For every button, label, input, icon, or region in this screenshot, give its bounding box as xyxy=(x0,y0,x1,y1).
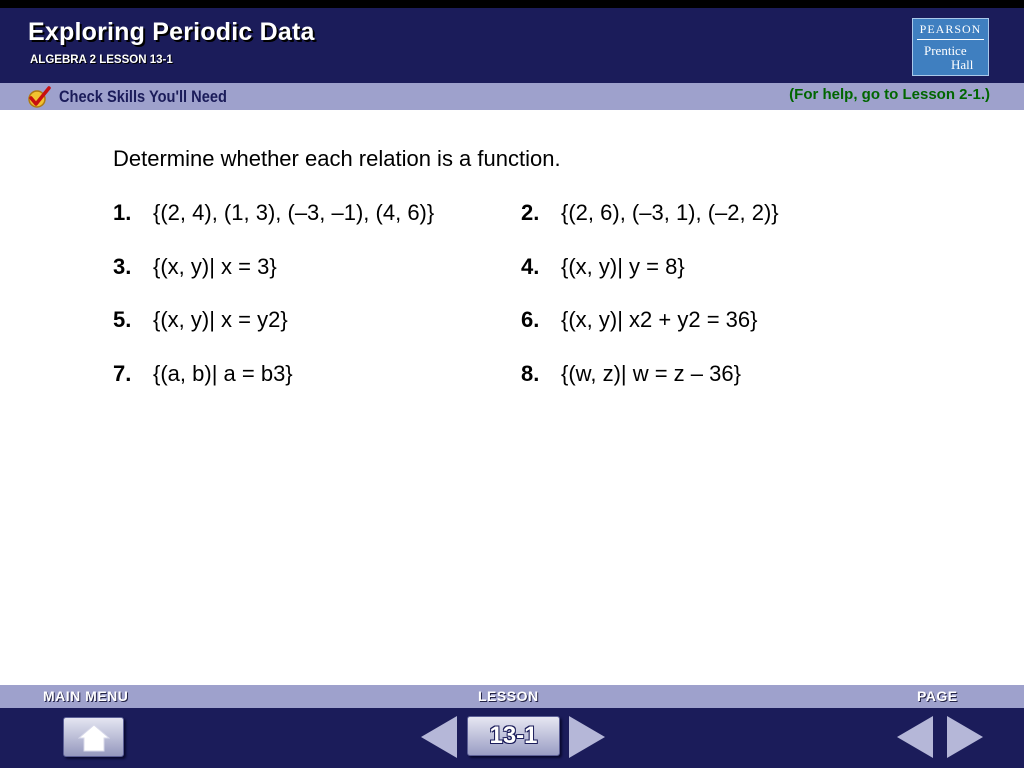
header xyxy=(0,8,1024,83)
problem-2 xyxy=(521,200,779,226)
problem-6 xyxy=(521,307,758,333)
problem-4 xyxy=(521,254,685,280)
logo-line2: Hall xyxy=(951,57,974,72)
problem-number: 7. xyxy=(113,361,132,386)
top-stripe xyxy=(0,0,1024,8)
logo-line1: Prentice xyxy=(924,43,967,58)
problem-number: 8. xyxy=(521,361,540,386)
logo-brand: PEARSON xyxy=(919,22,982,36)
lesson-number-button[interactable] xyxy=(467,716,560,756)
lesson-number: 13-1 xyxy=(489,722,538,749)
page-title: Exploring Periodic Data xyxy=(28,18,315,46)
instructions: Determine whether each relation is a function. xyxy=(113,146,561,171)
lesson-prev-icon[interactable] xyxy=(421,716,457,758)
problem-number: 2. xyxy=(521,200,540,225)
lesson-subtitle: ALGEBRA 2 LESSON 13-1 xyxy=(30,54,173,66)
logo-divider xyxy=(917,39,984,40)
problem-number: 6. xyxy=(521,307,540,332)
check-skills-label: Check Skills You'll Need xyxy=(59,87,227,106)
problem-number: 1. xyxy=(113,200,132,225)
problem-expression: {(a, b)| a = b3} xyxy=(153,361,293,386)
problem-expression: {(x, y)| x = 3} xyxy=(153,254,277,279)
problem-3 xyxy=(113,254,277,280)
page-prev-icon[interactable] xyxy=(897,716,933,758)
publisher-logo xyxy=(912,18,989,76)
main-menu-button[interactable] xyxy=(63,717,124,757)
problem-expression: {(2, 6), (–3, 1), (–2, 2)} xyxy=(561,200,779,225)
problem-8 xyxy=(521,361,741,387)
problem-expression: {(w, z)| w = z – 36} xyxy=(561,361,741,386)
lesson-label: LESSON xyxy=(478,688,539,704)
problem-expression: {(x, y)| x = y2} xyxy=(153,307,288,332)
footer-label-bar xyxy=(0,685,1024,708)
help-link[interactable]: (For help, go to Lesson 2-1.) xyxy=(789,86,990,103)
check-skills-bar xyxy=(0,83,1024,110)
problem-expression: {(2, 4), (1, 3), (–3, –1), (4, 6)} xyxy=(153,200,435,225)
problem-7 xyxy=(113,361,293,387)
problem-expression: {(x, y)| y = 8} xyxy=(561,254,685,279)
page-label: PAGE xyxy=(917,688,958,704)
problem-1 xyxy=(113,200,434,226)
problem-expression: {(x, y)| x2 + y2 = 36} xyxy=(561,307,758,332)
lesson-next-icon[interactable] xyxy=(569,716,605,758)
checkmark-icon xyxy=(27,85,51,109)
home-icon xyxy=(78,724,110,752)
problem-5 xyxy=(113,307,288,333)
page-next-icon[interactable] xyxy=(947,716,983,758)
problem-number: 4. xyxy=(521,254,540,279)
main-menu-label: MAIN MENU xyxy=(43,688,129,704)
problem-number: 5. xyxy=(113,307,132,332)
problem-number: 3. xyxy=(113,254,132,279)
